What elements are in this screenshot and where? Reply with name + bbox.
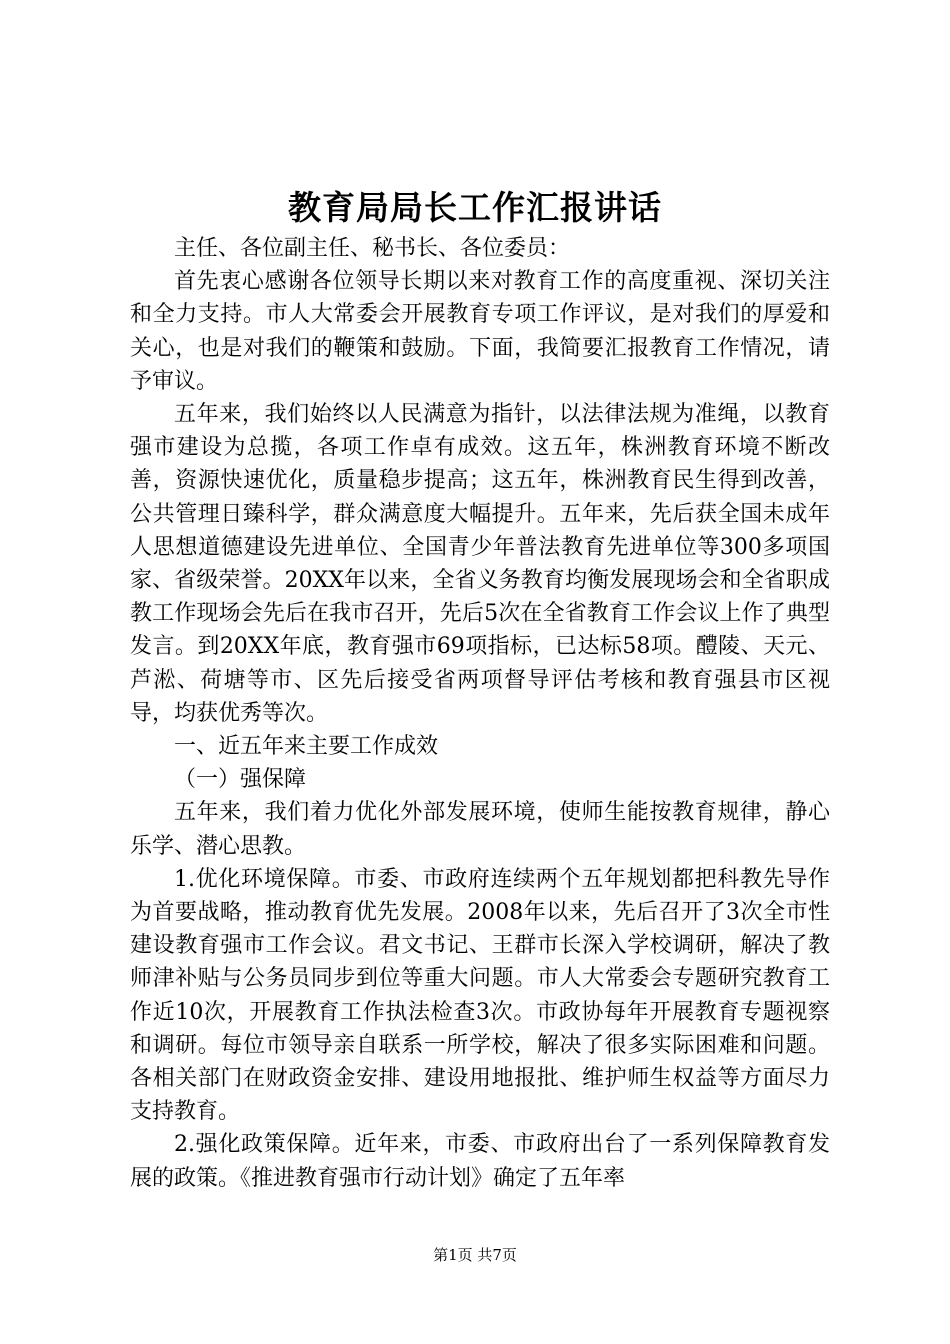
subsection-heading: （一）强保障: [174, 767, 307, 793]
body-paragraph: 五年来，我们始终以人民满意为指针，以法律法规为准绳，以教育强市建设为总揽，各项工作卓有成效。这五年，株洲教育环境不断改善，资源快速优化，质量稳步提高；这五年，株洲教育民生得到改善，公共管理日臻科学，群众满意度大幅提升。五年来，先后获全国未成年人思想道德建设先进单位、全国青少年普法教育先进单位等300多项国家、省级荣誉。20XX年以来，全省义务教育均衡发展现场会和全省职成教工作现场会先后在我市召开，先后5次在全省教育工作会议上作了典型发言。到20XX年底，教育强市69项指标，已达标58项。醴陵、天元、芦淞、荷塘等市、区先后接受省两项督导评估考核和教育强县市区视导，均获优秀等次。: [130, 402, 830, 726]
document-body: [130, 232, 830, 1195]
body-paragraph: 首先衷心感谢各位领导长期以来对教育工作的高度重视、深切关注和全力支持。市人大常委会开展教育专项工作评议，是对我们的厚爱和关心，也是对我们的鞭策和鼓励。下面，我简要汇报教育工作情况，请予审议。: [130, 269, 830, 394]
section-heading: 一、近五年来主要工作成效: [174, 734, 439, 760]
body-paragraph: 1.优化环境保障。市委、市政府连续两个五年规划都把科教先导作为首要战略，推动教育优先发展。2008年以来，先后召开了3次全市性建设教育强市工作会议。君文书记、王群市长深入学校调研，解决了教师津补贴与公务员同步到位等重大问题。市人大常委会专题研究教育工作近10次，开展教育工作执法检查3次。市政协每年开展教育专题视察和调研。每位市领导亲自联系一所学校，解决了很多实际困难和问题。各相关部门在财政资金安排、建设用地报批、维护师生权益等方面尽力支持教育。: [130, 866, 830, 1125]
salutation-paragraph: 主任、各位副主任、秘书长、各位委员：: [174, 236, 571, 261]
body-paragraph: 2.强化政策保障。近年来，市委、市政府出台了一系列保障教育发展的政策。《推进教育强市行动计划》确定了五年率: [130, 1132, 830, 1191]
body-paragraph: 五年来，我们着力优化外部发展环境，使师生能按教育规律，静心乐学、潜心思教。: [130, 800, 830, 859]
page-number-footer: 第1页 共7页: [433, 1246, 517, 1264]
document-title: 教育局局长工作汇报讲话: [288, 188, 662, 227]
